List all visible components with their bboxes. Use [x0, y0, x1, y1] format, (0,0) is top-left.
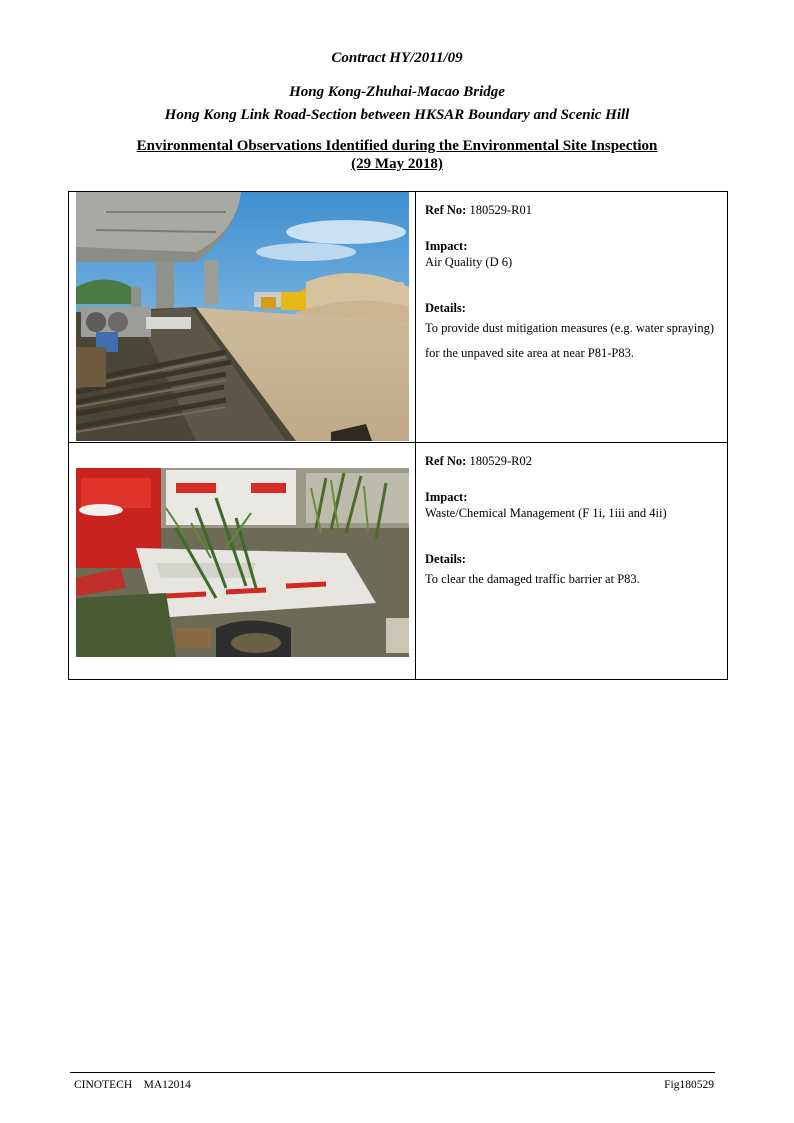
report-title-text: Environmental Observations Identified during the Environmental Site Inspection [136, 138, 658, 154]
ref-label: Ref No: [425, 454, 467, 468]
impact-label: Impact: [425, 490, 468, 504]
ref-number: 180529-R01 [469, 203, 532, 217]
impact-text: Air Quality (D 6) [425, 255, 513, 269]
observation-row [69, 443, 727, 679]
impact-label: Impact: [425, 239, 468, 253]
site-photo-barrier [76, 468, 409, 657]
footer-figure-number: Fig180529 [664, 1079, 714, 1091]
ref-label: Ref No: [425, 203, 467, 217]
details-label: Details: [425, 301, 466, 315]
ref-line [425, 453, 720, 469]
details-label: Details: [425, 552, 466, 566]
contract-number: Contract HY/2011/09 [331, 50, 463, 66]
details-text: To provide dust mitigation measures (e.g. water spraying) for the unpaved site area at near P81-P83. [425, 321, 714, 360]
footer-company: CINOTECH MA12014 [74, 1079, 191, 1091]
report-date: (29 May 2018) [351, 156, 443, 172]
project-title-line1: Hong Kong-Zhuhai-Macao Bridge [289, 84, 505, 100]
details-text: To clear the damaged traffic barrier at P83. [425, 572, 640, 586]
impact-text: Waste/Chemical Management (F 1i, 1iii and 4ii) [425, 506, 667, 520]
report-title [0, 137, 794, 173]
observation-table [68, 191, 728, 680]
observation-details [425, 453, 720, 592]
footer-divider [70, 1072, 715, 1073]
observation-details [425, 202, 720, 366]
ref-line [425, 202, 720, 218]
observation-row [69, 192, 727, 443]
ref-number: 180529-R02 [469, 454, 532, 468]
site-photo-dust [76, 192, 409, 441]
project-title-line2: Hong Kong Link Road-Section between HKSAR Boundary and Scenic Hill [164, 107, 630, 123]
